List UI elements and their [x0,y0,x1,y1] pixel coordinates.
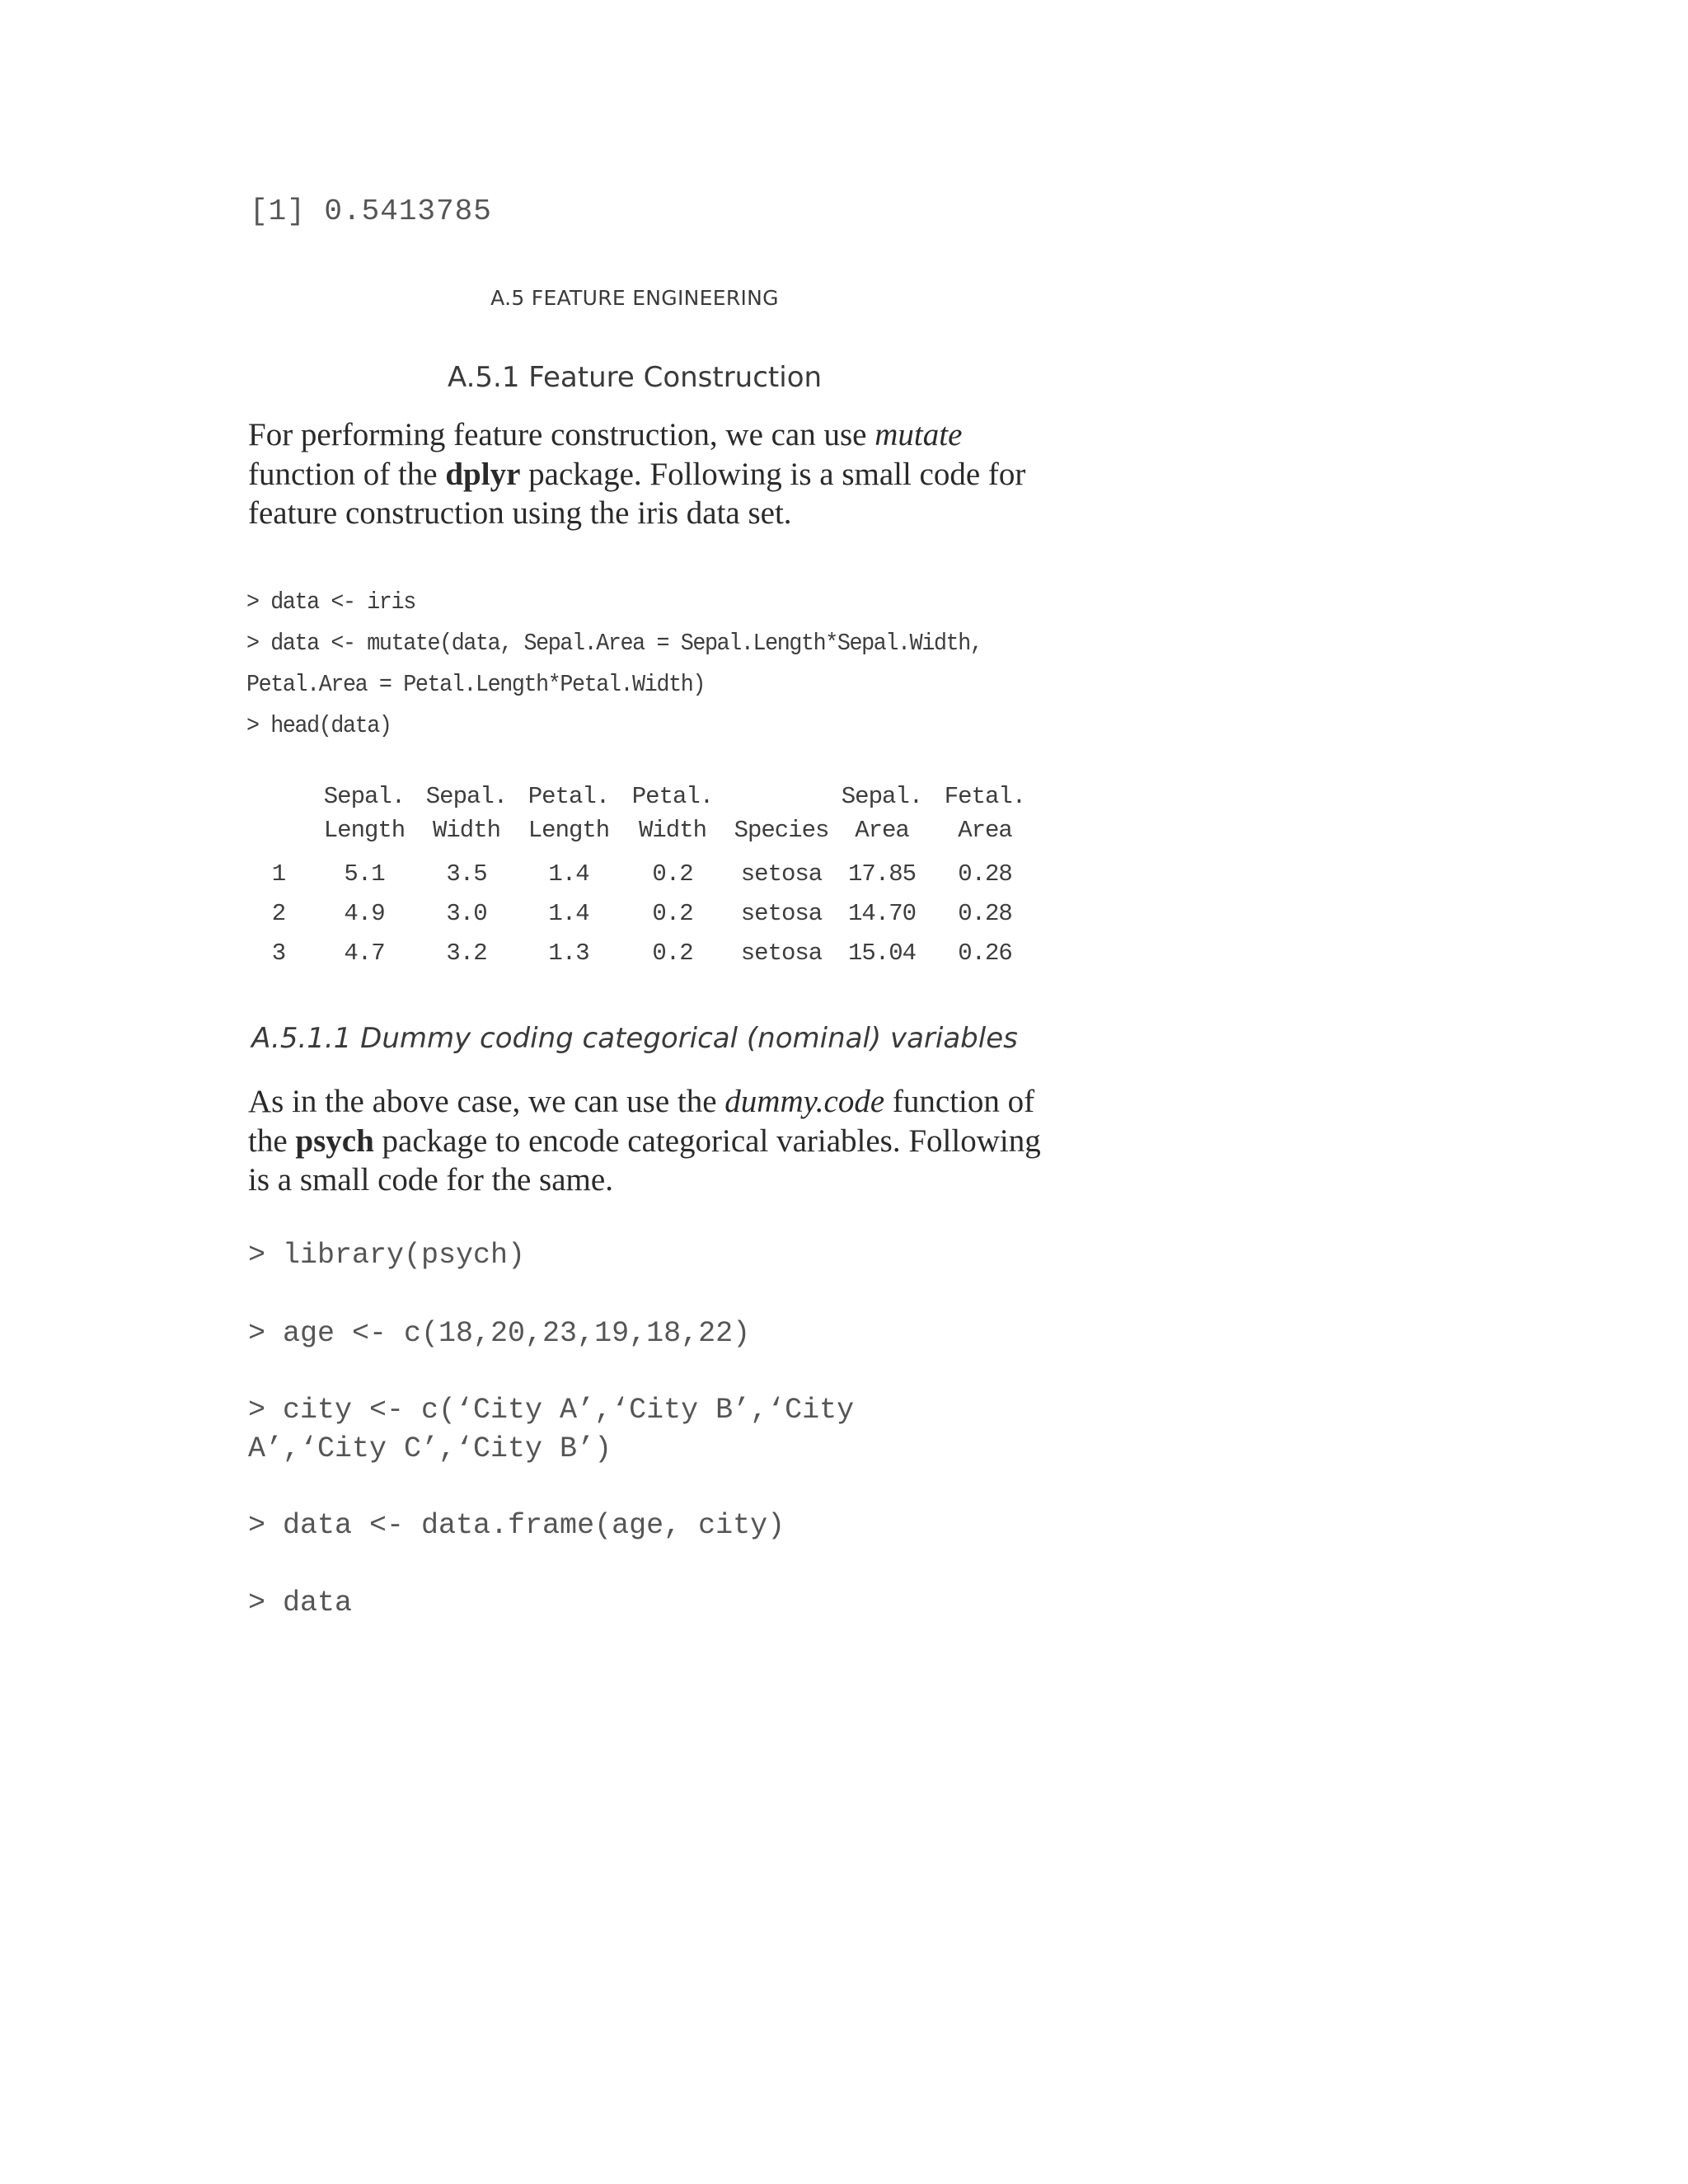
table-cell: 1.4 [548,860,589,888]
table-cell: 3.0 [446,900,487,927]
table-cell: 4.7 [344,940,385,967]
table-cell: 1.3 [548,940,589,967]
table-header-cell: Length [528,817,610,844]
table-cell: 3.2 [446,940,487,967]
code-line: > head(data) [246,712,392,739]
table-cell: 0.26 [958,940,1012,967]
package-name-psych: psych [295,1122,374,1159]
table-header-cell: Area [958,817,1012,844]
table-cell: 3.5 [446,860,487,888]
subsection-heading: A.5.1 Feature Construction [447,361,823,394]
code-line: > data <- iris [246,588,415,616]
table-header-cell: Sepal. [425,783,508,810]
r-output-line: [1] 0.5413785 [250,194,492,228]
paragraph-dummy-coding [248,1082,1056,1200]
table-cell: 0.28 [958,900,1012,927]
paragraph-text: package. Following is a small code for feature construction using the iris data set. [248,456,1026,531]
code-line: > age <- c(18,20,23,19,18,22) [248,1317,751,1350]
table-header-cell: Width [432,817,500,844]
table-row-index: 2 [271,900,286,927]
table-cell: 15.04 [847,940,916,967]
table-header-cell: Petal. [631,783,714,810]
paragraph-text: function of the [248,1084,1035,1159]
table-header-cell: Sepal. [841,783,923,810]
table-cell: 17.85 [847,860,916,888]
table-header-cell: Fetal. [944,783,1026,810]
package-name-dplyr: dplyr [445,456,521,492]
table-cell: 1.4 [548,900,589,927]
table-header-cell: Area [855,817,909,844]
paragraph-text: package to encode categorical variables. Following is a small code for the same. [248,1122,1041,1197]
table-header-cell: Sepal. [323,783,406,810]
table-cell: 5.1 [344,860,385,888]
paragraph-text: As in the above case, we can use the [248,1084,725,1119]
section-heading: A.5 FEATURE ENGINEERING [490,286,779,310]
function-name-mutate: mutate [874,417,963,452]
paragraph-feature-construction [248,415,1056,533]
table-cell: 4.9 [344,900,385,927]
table-cell: 0.2 [652,860,693,888]
code-line: > data <- mutate(data, Sepal.Area = Sepal.Length*Sepal.Width, [246,630,982,657]
subsubsection-heading: A.5.1.1 Dummy coding categorical (nominal) variables [251,1022,1018,1055]
table-header-cell: Width [638,817,706,844]
paragraph-text: function of the [248,456,446,492]
table-cell: 0.2 [652,900,693,927]
table-cell: 0.2 [652,940,693,967]
code-line: > city <- c(‘City A’,‘City B’,‘City A’,‘City C’,‘City B’) [248,1394,872,1465]
table-cell: setosa [740,940,823,967]
code-line: > data <- data.frame(age, city) [248,1509,785,1542]
table-header-cell: Petal. [528,783,610,810]
table-cell: 0.28 [958,860,1012,888]
code-line: > data [248,1586,353,1619]
table-row-index: 1 [271,860,286,888]
code-line: Petal.Area = Petal.Length*Petal.Width) [246,671,705,698]
code-line: > library(psych) [248,1239,526,1272]
table-cell: setosa [740,860,823,888]
table-cell: setosa [740,900,823,927]
paragraph-text: For performing feature construction, we can use [248,417,875,452]
function-name-dummy-code: dummy.code [724,1084,885,1119]
table-cell: 14.70 [847,900,916,927]
table-row-index: 3 [271,940,286,967]
table-header-cell: Length [323,817,406,844]
table-header-cell: Species [734,817,829,844]
